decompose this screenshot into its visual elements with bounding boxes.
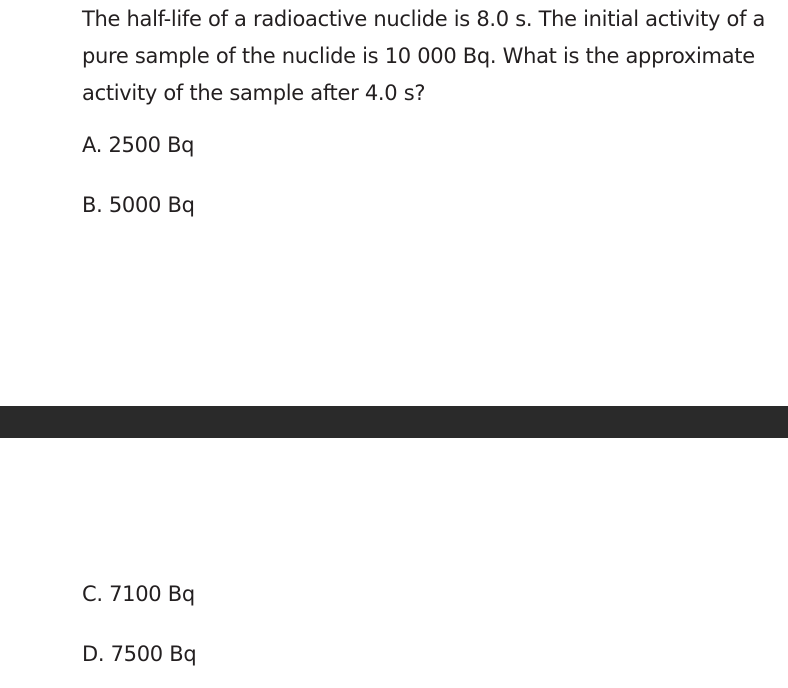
question-text: The half-life of a radioactive nuclide is 8.0 s. The initial activity of a pure sample of the nuclide is 10 000 Bq. What is the approximate activity of the sample after 4.0 s?: [82, 7, 766, 105]
option-b[interactable]: B. 5000 Bq: [82, 193, 195, 217]
option-c[interactable]: C. 7100 Bq: [82, 582, 195, 606]
option-a[interactable]: A. 2500 Bq: [82, 133, 195, 157]
option-d[interactable]: D. 7500 Bq: [82, 642, 197, 666]
divider-bar: [0, 406, 788, 438]
